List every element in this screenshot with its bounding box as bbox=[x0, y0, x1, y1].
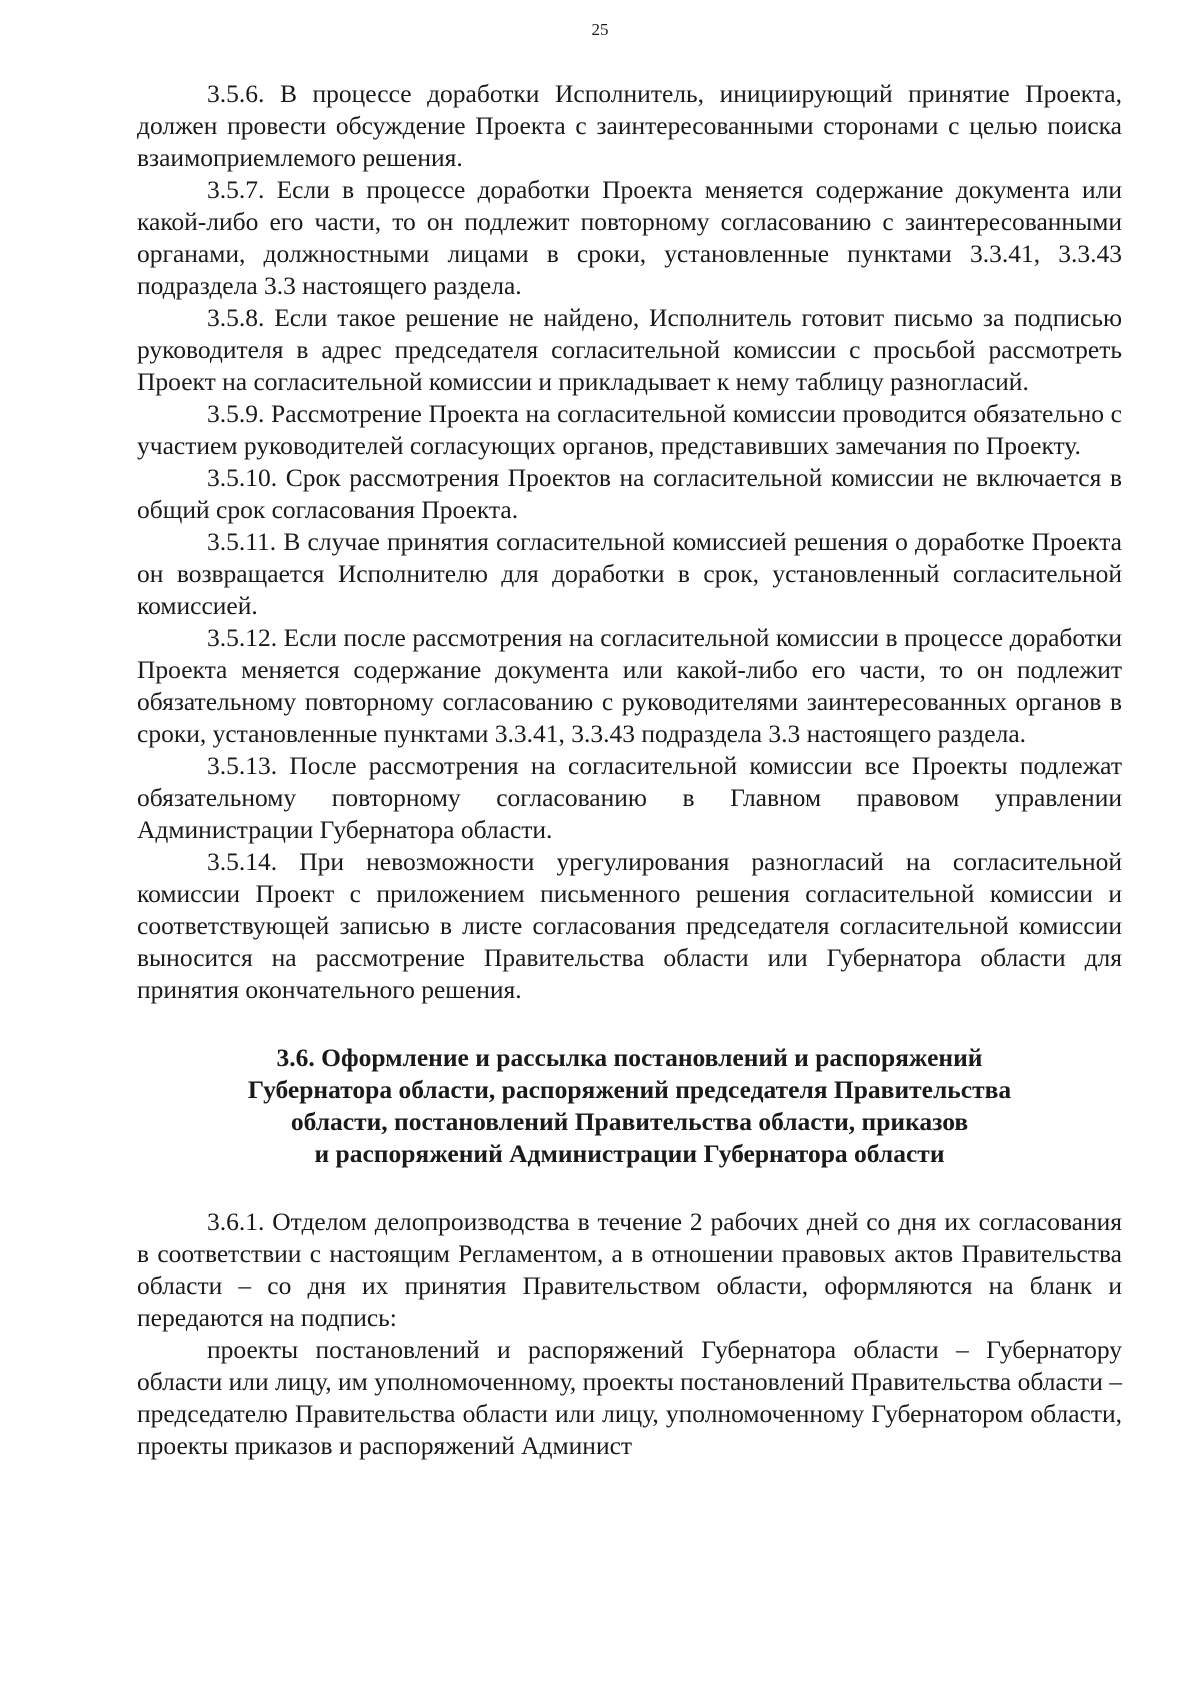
paragraph-3-5-8: 3.5.8. Если такое решение не найдено, Исполнитель готовит письмо за подписью руководителя в адрес председателя согласительной комиссии с просьбой рассмотреть Проект на согласительной комиссии и прикладывает к нему таблицу разногласий. bbox=[137, 303, 1122, 396]
paragraph-3-5-10: 3.5.10. Срок рассмотрения Проектов на согласительной комиссии не включается в общий срок согласования Проекта. bbox=[137, 463, 1122, 524]
paragraph-3-6-1: 3.6.1. Отделом делопроизводства в течение 2 рабочих дней со дня их согласования в соответствии с настоящим Регламентом, а в отношении правовых актов Правительства области – со дня их принятия Правительством области, оформляются на бланк и передаются на подпись: bbox=[137, 1207, 1122, 1332]
paragraph-3-5-13: 3.5.13. После рассмотрения на согласительной комиссии все Проекты подлежат обязательному повторному согласованию в Главном правовом управлении Администрации Губернатора области. bbox=[137, 751, 1122, 844]
paragraph-3-5-12: 3.5.12. Если после рассмотрения на согласительной комиссии в процессе доработки Проекта меняется содержание документа или какой-либо его части, то он подлежит обязательному повторному согласованию с руководителями заинтересованных органов в сроки, установленные пунктами 3.3.41, 3.3.43 подраздела 3.3 настоящего раздела. bbox=[137, 623, 1122, 748]
paragraph-3-6-1-continued: проекты постановлений и распоряжений Губернатора области – Губернатору области или лицу, им уполномоченному, проекты постановлений Правительства области – председателю Правительства области или лицу, уполномоченному Губернатором области, проекты приказов и распоряжений Админист bbox=[137, 1335, 1122, 1460]
heading-line: Губернатора области, распоряжений председателя Правительства bbox=[247, 1075, 1012, 1104]
heading-line: и распоряжений Администрации Губернатора области bbox=[314, 1139, 945, 1168]
heading-line: 3.6. Оформление и рассылка постановлений и распоряжений bbox=[276, 1043, 983, 1072]
paragraph-3-5-9: 3.5.9. Рассмотрение Проекта на согласительной комиссии проводится обязательно с участием руководителей согласующих органов, представивших замечания по Проекту. bbox=[137, 399, 1122, 460]
section-heading-3-6 bbox=[137, 1042, 1122, 1170]
paragraph-3-5-7: 3.5.7. Если в процессе доработки Проекта меняется содержание документа или какой-либо его части, то он подлежит повторному согласованию с заинтересованными органами, должностными лицами в сроки, установленные пунктами 3.3.41, 3.3.43 подраздела 3.3 настоящего раздела. bbox=[137, 175, 1122, 300]
paragraph-3-5-6: 3.5.6. В процессе доработки Исполнитель, инициирующий принятие Проекта, должен провести обсуждение Проекта с заинтересованными сторонами с целью поиска взаимоприемлемого решения. bbox=[137, 79, 1122, 172]
paragraph-3-5-11: 3.5.11. В случае принятия согласительной комиссией решения о доработке Проекта он возвращается Исполнителю для доработки в срок, установленный согласительной комиссией. bbox=[137, 527, 1122, 620]
page-number: 25 bbox=[591, 20, 609, 39]
paragraph-3-5-14: 3.5.14. При невозможности урегулирования разногласий на согласительной комиссии Проект с приложением письменного решения согласительной комиссии и соответствующей записью в листе согласования председателя согласительной комиссии выносится на рассмотрение Правительства области или Губернатора области для принятия окончательного решения. bbox=[137, 847, 1122, 1004]
heading-line: области, постановлений Правительства области, приказов bbox=[290, 1107, 969, 1136]
document-body bbox=[137, 78, 1122, 1462]
